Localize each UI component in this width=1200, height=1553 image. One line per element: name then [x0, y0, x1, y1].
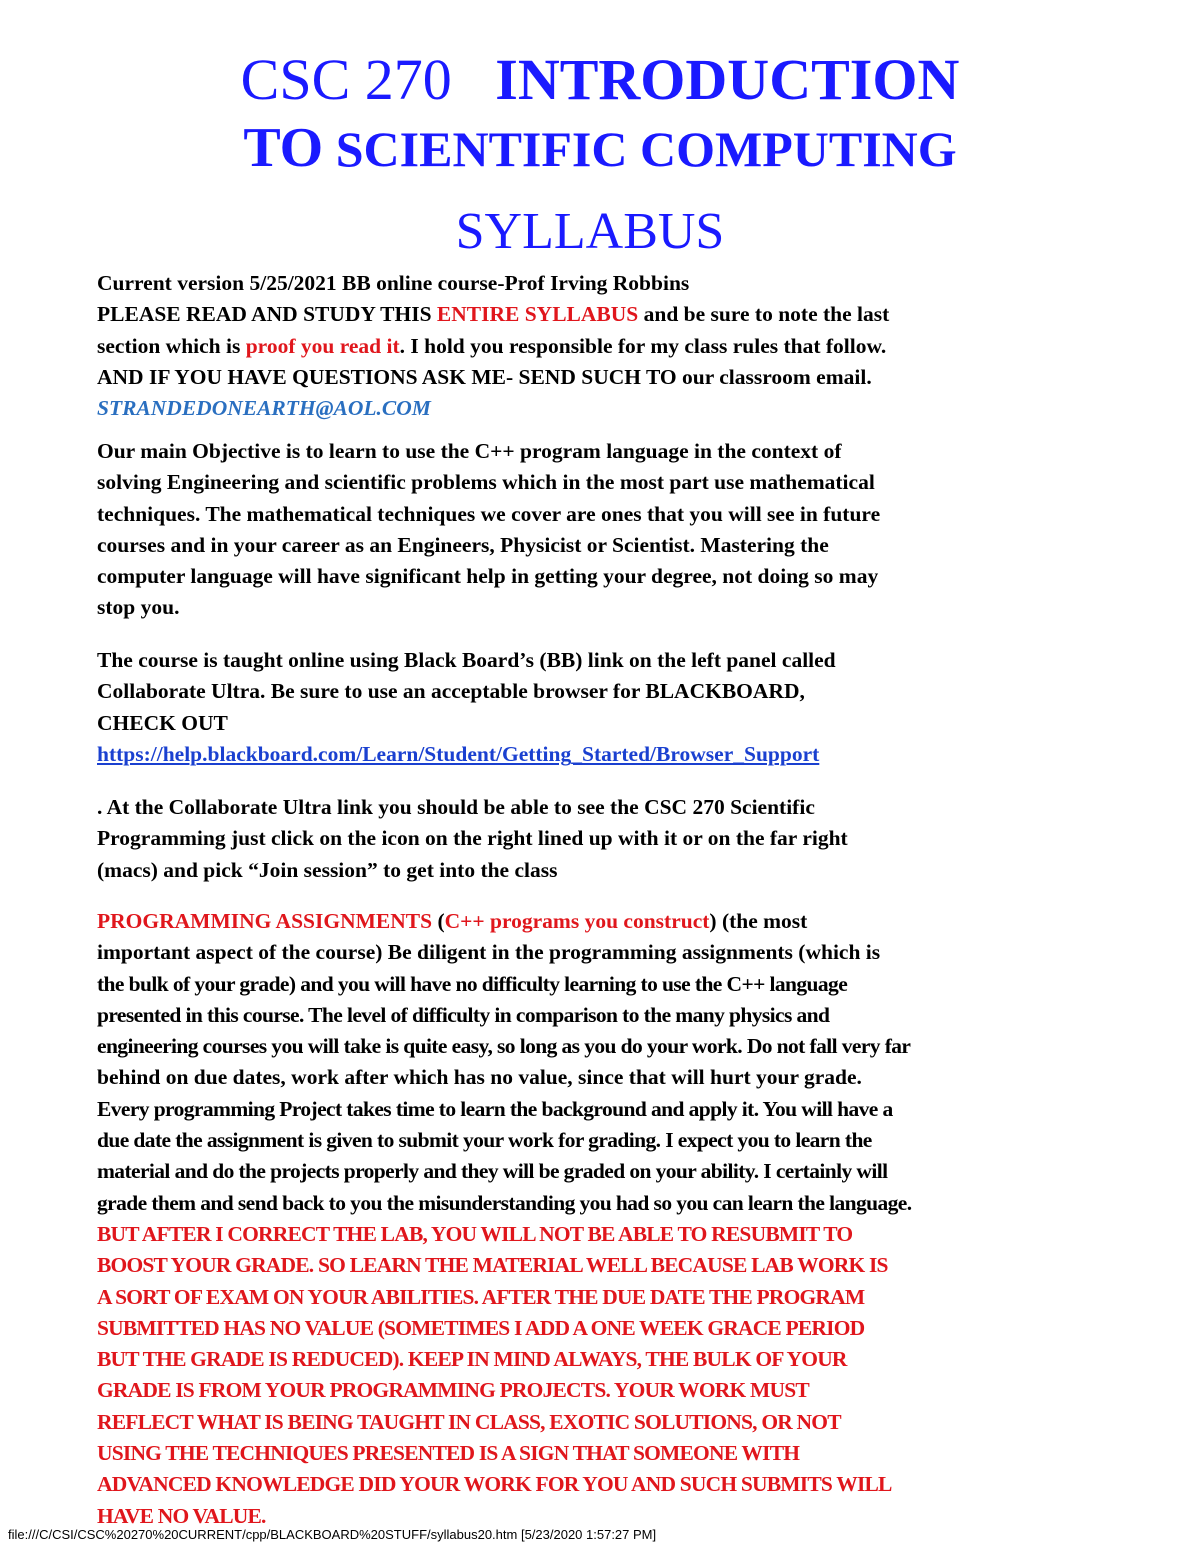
course-line: The course is taught online using Black Board’s (BB) link on the left panel called [97, 648, 836, 672]
programming-line: grade them and send back to you the misunderstanding you had so you can learn the language. [97, 1190, 912, 1215]
programming-assignments-section [97, 906, 1137, 1532]
read-line: PLEASE READ AND STUDY THIS ENTIRE SYLLABUS and be sure to note the last [97, 302, 890, 327]
programming-line: material and do the projects properly and they will be graded on your ability. I certainly will [97, 1159, 888, 1184]
questions-line: AND IF YOU HAVE QUESTIONS ASK ME- SEND SUCH TO our classroom email. [97, 364, 872, 389]
classroom-email[interactable]: STRANDEDONEARTH@AOL.COM [97, 396, 431, 421]
title-line-2 [0, 118, 1200, 179]
version-line: Current version 5/25/2021 BB online course-Prof Irving Robbins [97, 271, 690, 295]
programming-line: due date the assignment is given to submit your work for grading. I expect you to learn the [97, 1128, 872, 1153]
collaborate-line: (macs) and pick “Join session” to get into the class [97, 857, 558, 882]
programming-line: the bulk of your grade) and you will have no difficulty learning to use the C++ language [97, 971, 848, 996]
course-line: CHECK OUT [97, 710, 228, 735]
course-paragraph [97, 645, 1137, 770]
objective-line: computer language will have significant help in getting your degree, not doing so may [97, 564, 879, 589]
collaborate-line: . At the Collaborate Ultra link you should be able to see the CSC 270 Scientific [97, 795, 815, 819]
objective-line: courses and in your career as an Engineers, Physicist or Scientist. Mastering the [97, 532, 829, 557]
programming-line: Every programming Project takes time to learn the background and apply it. You will have a [97, 1096, 893, 1121]
warning-line: BOOST YOUR GRADE. SO LEARN THE MATERIAL WELL BECAUSE LAB WORK IS [97, 1253, 888, 1278]
title-line-1 [0, 48, 1200, 112]
programming-assignments-heading: PROGRAMMING ASSIGNMENTS [97, 909, 433, 933]
course-line: Collaborate Ultra. Be sure to use an acceptable browser for BLACKBOARD, [97, 679, 805, 704]
warning-line: SUBMITTED HAS NO VALUE (SOMETIMES I ADD A ONE WEEK GRACE PERIOD [97, 1315, 865, 1340]
warning-line: ADVANCED KNOWLEDGE DID YOUR WORK FOR YOU AND SUCH SUBMITS WILL [97, 1472, 892, 1497]
intro-section [97, 268, 1137, 424]
title-introduction: INTRODUCTION [495, 47, 960, 112]
warning-line: BUT AFTER I CORRECT THE LAB, YOU WILL NOT BE ABLE TO RESUBMIT TO [97, 1221, 853, 1246]
warning-line: HAVE NO VALUE. [97, 1503, 266, 1528]
section-line: section which is proof you read it. I hold you responsible for my class rules that follow. [97, 333, 887, 358]
page-footer-url: file:///C/CSI/CSC%20270%20CURRENT/cpp/BLACKBOARD%20STUFF/syllabus20.htm [5/23/2020 1:57:27 PM] [8, 1527, 657, 1542]
browser-support-link[interactable]: https://help.blackboard.com/Learn/Student/Getting_Started/Browser_Support [97, 741, 820, 766]
objective-line: Our main Objective is to learn to use the C++ program language in the context of [97, 439, 842, 463]
warning-line: REFLECT WHAT IS BEING TAUGHT IN CLASS, EXOTIC SOLUTIONS, OR NOT [97, 1409, 841, 1434]
objective-line: techniques. The mathematical techniques we cover are ones that you will see in future [97, 501, 881, 526]
title-scientific-computing: SCIENTIFIC COMPUTING [335, 121, 957, 177]
programming-line: engineering courses you will take is quite easy, so long as you do your work. Do not fall very far [97, 1034, 911, 1059]
programming-line: important aspect of the course) Be diligent in the programming assignments (which is [97, 940, 881, 965]
collaborate-line: Programming just click on the icon on the right lined up with it or on the far right [97, 826, 848, 851]
warning-line: USING THE TECHNIQUES PRESENTED IS A SIGN THAT SOMEONE WITH [97, 1441, 800, 1466]
cpp-programs-emphasis: C++ programs you construct [444, 909, 710, 933]
programming-heading: PROGRAMMING ASSIGNMENTS (C++ programs you construct) (the most [97, 909, 808, 933]
proof-emphasis: proof you read it [245, 333, 400, 358]
objective-line: stop you. [97, 595, 180, 620]
programming-line: behind on due dates, work after which has no value, since that will hurt your grade. [97, 1065, 862, 1090]
programming-line: presented in this course. The level of difficulty in comparison to the many physics and [97, 1002, 830, 1027]
warning-line: BUT THE GRADE IS REDUCED). KEEP IN MIND ALWAYS, THE BULK OF YOUR [97, 1347, 847, 1372]
warning-line: A SORT OF EXAM ON YOUR ABILITIES. AFTER THE DUE DATE THE PROGRAM [97, 1284, 865, 1309]
objective-line: solving Engineering and scientific problems which in the most part use mathematical [97, 470, 875, 495]
objective-paragraph [97, 436, 1137, 624]
course-code: CSC 270 [240, 47, 452, 112]
title-syllabus: SYLLABUS [455, 203, 725, 260]
collaborate-paragraph [97, 792, 1137, 886]
warning-line: GRADE IS FROM YOUR PROGRAMMING PROJECTS. YOUR WORK MUST [97, 1378, 809, 1403]
title-to: TO [243, 117, 324, 179]
entire-syllabus-emphasis: ENTIRE SYLLABUS [436, 302, 639, 327]
